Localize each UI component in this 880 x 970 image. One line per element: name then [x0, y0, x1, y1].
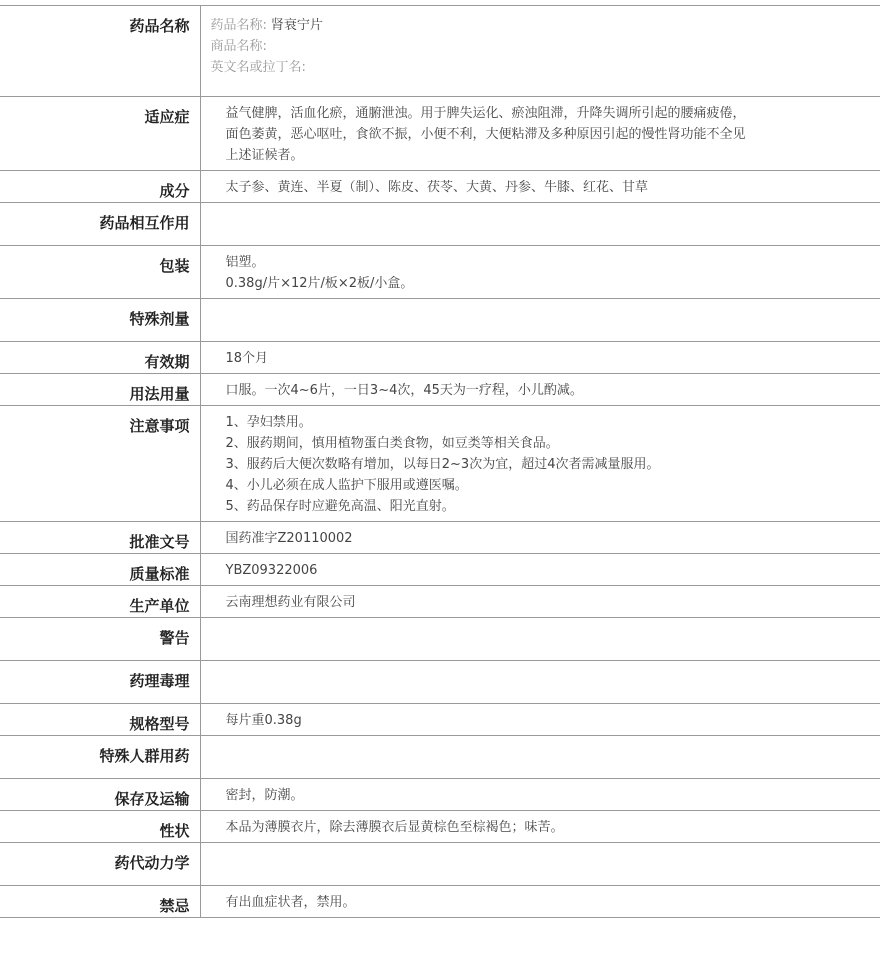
- row-value: [200, 522, 880, 554]
- table-row: [0, 171, 880, 203]
- row-label: 质量标准: [0, 554, 200, 586]
- row-label: 性状: [0, 811, 200, 843]
- row-label: 用法用量: [0, 374, 200, 406]
- value-line: 4、小儿必须在成人监护下服用或遵医嘱。: [225, 478, 468, 493]
- row-value: [200, 171, 880, 203]
- table-row: [0, 661, 880, 704]
- table-row: [0, 6, 880, 97]
- drug-info-table: [0, 5, 880, 918]
- row-label: 成分: [0, 171, 200, 203]
- drug-name-line: [211, 15, 871, 36]
- row-value: [200, 374, 880, 406]
- value-line: 2、服药期间，慎用植物蛋白类食物，如豆类等相关食品。: [225, 436, 559, 451]
- value-line: 1、孕妇禁用。: [225, 415, 312, 430]
- row-label: 警告: [0, 618, 200, 661]
- row-label: 禁忌: [0, 886, 200, 918]
- row-value: [200, 736, 880, 779]
- row-label: 保存及运输: [0, 779, 200, 811]
- table-row: [0, 522, 880, 554]
- trade-name-key: 商品名称:: [210, 39, 267, 54]
- value-line: 本品为薄膜衣片，除去薄膜衣后显黄棕色至棕褐色；味苦。: [225, 820, 564, 835]
- value-line: 国药准字Z20110002: [225, 531, 353, 546]
- table-row: [0, 374, 880, 406]
- drug-name-value: 肾衰宁片: [270, 18, 323, 33]
- row-label: 特殊人群用药: [0, 736, 200, 779]
- row-label: 药品相互作用: [0, 203, 200, 246]
- table-row: [0, 246, 880, 299]
- table-row: [0, 843, 880, 886]
- row-label: 特殊剂量: [0, 299, 200, 342]
- table-row: [0, 704, 880, 736]
- row-value: [200, 299, 880, 342]
- english-name-key: 英文名或拉丁名:: [210, 60, 306, 75]
- row-label: 规格型号: [0, 704, 200, 736]
- table-row: [0, 618, 880, 661]
- value-line: 面色萎黄，恶心呕吐，食欲不振，小便不利，大便粘滞及多种原因引起的慢性肾功能不全见: [225, 127, 746, 142]
- row-value: [200, 618, 880, 661]
- table-row: [0, 203, 880, 246]
- drug-name-key: 药品名称:: [210, 18, 267, 33]
- trade-name-line: [211, 36, 871, 57]
- row-value: [200, 843, 880, 886]
- table-row: [0, 554, 880, 586]
- value-line: 5、药品保存时应避免高温、阳光直射。: [225, 499, 455, 514]
- value-line: 口服。一次4~6片，一日3~4次，45天为一疗程，小儿酌减。: [225, 383, 583, 398]
- row-value: [200, 203, 880, 246]
- english-name-line: [211, 57, 871, 78]
- table-row: [0, 342, 880, 374]
- row-value: [200, 554, 880, 586]
- row-value: [200, 586, 880, 618]
- row-value: [200, 6, 880, 97]
- row-value: [200, 704, 880, 736]
- value-line: 上述证候者。: [225, 148, 304, 163]
- row-label: 药理毒理: [0, 661, 200, 704]
- value-line: 有出血症状者，禁用。: [225, 895, 356, 910]
- row-label: 有效期: [0, 342, 200, 374]
- value-line: 密封，防潮。: [225, 788, 304, 803]
- value-line: 益气健脾，活血化瘀，通腑泄浊。用于脾失运化、瘀浊阻滞，升降失调所引起的腰痛疲倦，: [225, 106, 746, 121]
- value-line: 铝塑。: [225, 255, 265, 270]
- row-value: [200, 97, 880, 171]
- value-line: 云南理想药业有限公司: [225, 595, 356, 610]
- table-row: [0, 299, 880, 342]
- table-row: [0, 736, 880, 779]
- row-label: 药代动力学: [0, 843, 200, 886]
- row-label: 适应症: [0, 97, 200, 171]
- value-line: 3、服药后大便次数略有增加，以每日2~3次为宜，超过4次者需减量服用。: [225, 457, 660, 472]
- table-row: [0, 811, 880, 843]
- table-row: [0, 586, 880, 618]
- row-label: 药品名称: [0, 6, 200, 97]
- value-line: 太子参、黄连、半夏（制）、陈皮、茯苓、大黄、丹参、牛膝、红花、甘草: [225, 180, 649, 195]
- table-row: [0, 886, 880, 918]
- table-row: [0, 97, 880, 171]
- row-label: 批准文号: [0, 522, 200, 554]
- value-line: 每片重0.38g: [225, 713, 302, 728]
- row-value: [200, 779, 880, 811]
- row-label: 注意事项: [0, 406, 200, 522]
- row-value: [200, 661, 880, 704]
- value-line: 18个月: [225, 351, 269, 366]
- table-row: [0, 406, 880, 522]
- value-line: YBZ09322006: [225, 563, 318, 578]
- row-value: [200, 811, 880, 843]
- row-value: [200, 342, 880, 374]
- table-row: [0, 779, 880, 811]
- row-value: [200, 246, 880, 299]
- value-line: 0.38g/片×12片/板×2板/小盒。: [225, 276, 414, 291]
- row-value: [200, 886, 880, 918]
- row-value: [200, 406, 880, 522]
- row-label: 生产单位: [0, 586, 200, 618]
- row-label: 包装: [0, 246, 200, 299]
